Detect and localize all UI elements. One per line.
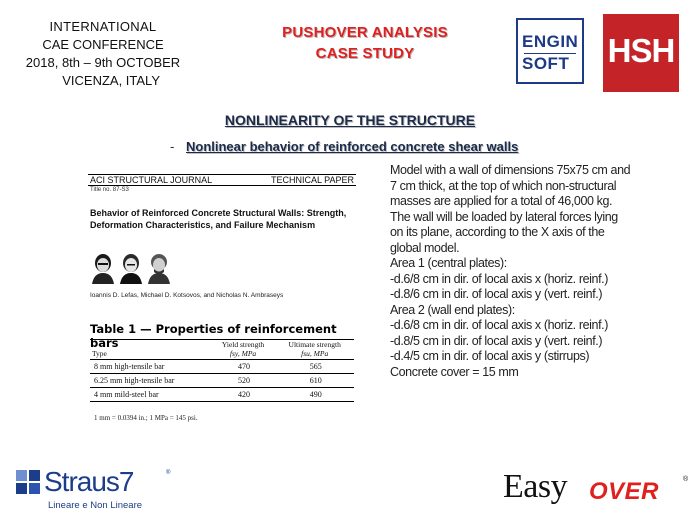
subheading-bullet: - (170, 139, 175, 154)
slide-title-line-1: PUSHOVER ANALYSIS (282, 24, 448, 41)
section-heading: NONLINEARITY OF THE STRUCTURE (224, 112, 476, 128)
hsh-logo (603, 14, 679, 92)
table-cell-type: 8 mm high-tensile bar (90, 360, 211, 374)
conference-location: VICENZA, ITALY (62, 73, 160, 88)
enginsoft-logo-line-1: ENGIN (522, 32, 579, 51)
author-portrait-1 (90, 252, 116, 284)
model-description (390, 163, 680, 380)
straus7-tagline: Lineare e Non Lineare (48, 500, 143, 511)
enginsoft-logo (516, 18, 584, 84)
description-line: -d.6/8 cm in dir. of local axis x (horiz. reinf.) (390, 271, 608, 286)
reinforcement-table (90, 339, 354, 402)
table-row (90, 388, 354, 402)
straus7-name: Straus7 (44, 466, 134, 497)
table-row (90, 374, 354, 388)
easyover-suffix: OVER (589, 478, 660, 505)
description-line: Concrete cover = 15 mm (390, 364, 519, 379)
straus7-registered: ® (166, 470, 171, 476)
description-line: -d.4/5 cm in dir. of local axis y (stirrups) (390, 349, 590, 363)
table-note: 1 mm = 0.0394 in.; 1 MPa = 145 psi. (94, 414, 198, 422)
easyover-registered: ® (683, 476, 689, 483)
conference-line-1: INTERNATIONAL (49, 19, 157, 34)
journal-excerpt (88, 174, 356, 426)
conference-info (14, 18, 192, 90)
journal-paper-type: TECHNICAL PAPER (270, 175, 354, 185)
slide-title (260, 22, 470, 64)
journal-title-number: Title no. 87-S3 (90, 187, 129, 193)
description-line: The wall will be loaded by lateral forces lying (390, 209, 618, 224)
description-line: Model with a wall of dimensions 75x75 cm and (390, 163, 631, 177)
table-header-yield: Yield strength fsy, MPa (211, 340, 276, 360)
description-line: global model. (390, 240, 460, 255)
author-portrait-3 (146, 252, 172, 284)
easyover-logo (503, 468, 693, 512)
table-title: Table 1 — Properties of reinforcement bars (90, 322, 337, 350)
table-cell-ultimate: 610 (275, 374, 354, 388)
table-header-type: Type (90, 340, 211, 360)
table-cell-ultimate: 565 (275, 360, 354, 374)
paper-title: Behavior of Reinforced Concrete Structural Walls: Strength, Deformation Characteristics, and Failure Mechanism (90, 208, 347, 230)
enginsoft-logo-line-2: SOFT (522, 54, 570, 73)
journal-header (88, 174, 356, 186)
conference-line-2: CAE CONFERENCE (42, 37, 164, 52)
description-line: 7 cm thick, at the top of which non-structural (390, 178, 617, 193)
description-line: -d.8/6 cm in dir. of local axis y (vert. reinf.) (390, 287, 603, 301)
description-line: -d.8/5 cm in dir. of local axis y (vert. reinf.) (390, 333, 603, 348)
table-cell-yield: 520 (211, 374, 276, 388)
slide-title-line-2: CASE STUDY (315, 45, 415, 62)
easyover-prefix: Easy (503, 468, 568, 505)
table-cell-type: 4 mm mild-steel bar (90, 388, 211, 402)
description-line: -d.6/8 cm in dir. of local axis x (horiz. reinf.) (390, 318, 608, 332)
table-header-ultimate: Ultimate strength fsu, MPa (275, 340, 354, 360)
paper-authors: Ioannis D. Lefas, Michael D. Kotsovos, and Nicholas N. Ambraseys (90, 292, 284, 299)
table-cell-yield: 420 (211, 388, 276, 402)
subheading: Nonlinear behavior of reinforced concrete shear walls (186, 139, 519, 154)
description-line: on its plane, according to the X axis of the (390, 225, 605, 239)
conference-dates: 2018, 8th – 9th OCTOBER (25, 55, 181, 70)
straus7-logo (16, 466, 176, 516)
table-cell-type: 6.25 mm high-tensile bar (90, 374, 211, 388)
description-line: Area 1 (central plates): (390, 256, 507, 270)
description-line: masses are applied for a total of 46,000 kg. (390, 194, 613, 208)
table-row (90, 360, 354, 374)
hsh-logo-text: HSH (607, 32, 675, 69)
table-cell-ultimate: 490 (275, 388, 354, 402)
author-portrait-2 (118, 252, 144, 284)
journal-name: ACI STRUCTURAL JOURNAL (90, 175, 213, 185)
description-line: Area 2 (wall end plates): (390, 302, 515, 317)
table-cell-yield: 470 (211, 360, 276, 374)
straus7-mark-icon (16, 470, 40, 494)
